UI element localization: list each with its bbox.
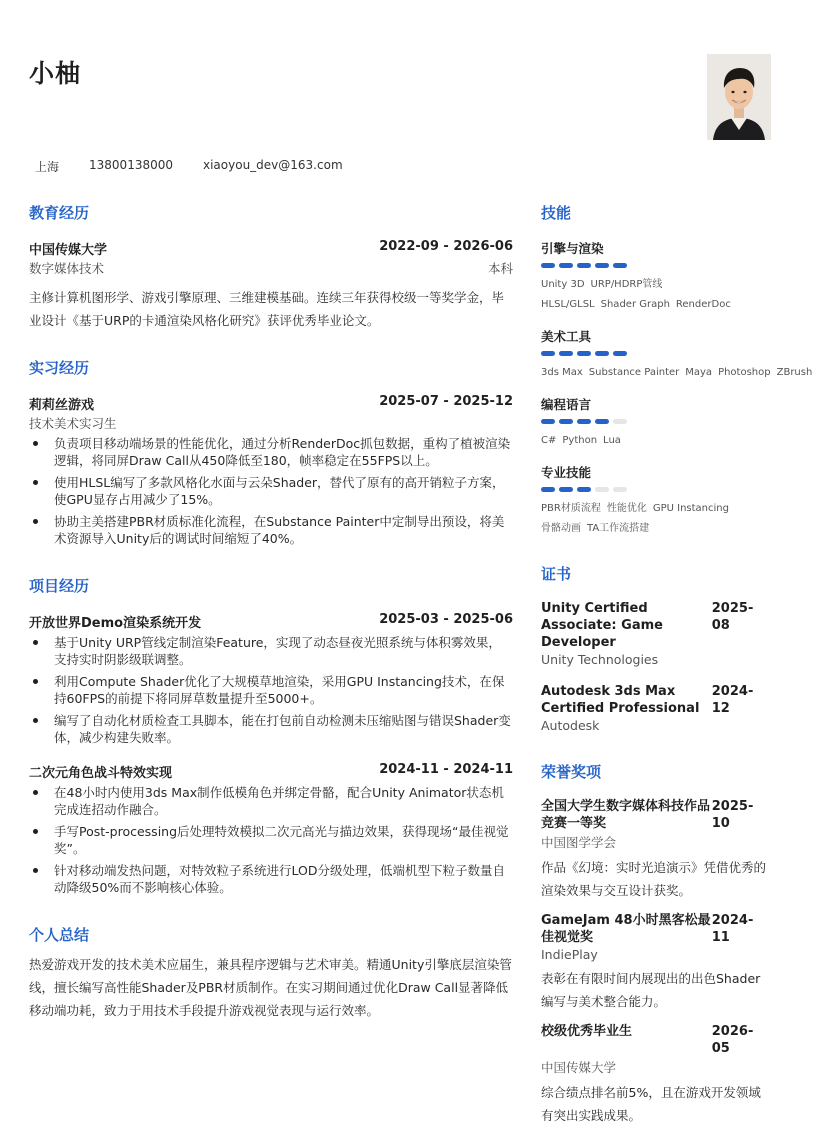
award-head [541, 1023, 771, 1057]
skill-tag: HLSL/GLSL [541, 299, 595, 310]
skill-tags [541, 499, 771, 539]
skill-level-segment-filled [577, 419, 591, 424]
skill-tag: Unity 3D [541, 279, 585, 290]
certificate-entry [541, 683, 771, 733]
certificates-section [541, 563, 771, 733]
section-title-education: 教育经历 [29, 204, 90, 222]
section-title-skills: 技能 [541, 204, 572, 222]
project-entry-head [29, 762, 513, 781]
list-item: 负责项目移动端场景的性能优化，通过分析RenderDoc抓包数据，重构了植被渲染逻辑，将同屏Draw Call从450降低至180，帧率稳定在55FPS以上。 [29, 435, 513, 469]
education-description: 主修计算机图形学、游戏引擎原理、三维建模基础。连续三年获得校级一等奖学金，毕业设计《基于URP的卡通渲染风格化研究》获评优秀毕业论文。 [29, 290, 505, 328]
award-entry [541, 798, 771, 902]
skill-tag: 性能优化 [606, 503, 647, 514]
internship-entry-sub [29, 414, 513, 432]
section-title-summary: 个人总结 [29, 926, 90, 944]
skill-tag: Photoshop [718, 367, 771, 378]
skill-tag: Python [562, 435, 598, 446]
location-text: 上海 [35, 160, 60, 174]
role-text: 技术美术实习生 [29, 416, 117, 431]
list-item: 针对移动端发热问题，对特效粒子系统进行LOD分级处理，低端机型下粒子数量自动降级50%而不影响核心体验。 [29, 862, 513, 896]
skill-tag: PBR材质流程 [541, 503, 601, 514]
skill-category-name: 编程语言 [541, 397, 592, 412]
certificate-issuer: Unity Technologies [541, 652, 659, 667]
skill-tag: URP/HDRP管线 [590, 279, 663, 290]
skill-level-segment-filled [613, 263, 627, 268]
certificate-issuer: Autodesk [541, 718, 600, 733]
candidate-name: 小柚 [29, 59, 82, 88]
list-item: 基于Unity URP管线定制渲染Feature，实现了动态昼夜光照系统与体积雾效果，支持实时阴影级联调整。 [29, 634, 513, 668]
company-name: 莉莉丝游戏 [29, 398, 95, 413]
skill-level-segment-filled [541, 351, 555, 356]
skill-tag: Maya [685, 367, 713, 378]
skill-level-segment-filled [559, 351, 573, 356]
skill-level-segment-filled [595, 419, 609, 424]
certificate-date: 2025-08 [711, 601, 754, 633]
project-name: 二次元角色战斗特效实现 [29, 766, 173, 781]
skill-tag: RenderDoc [675, 299, 731, 310]
skill-category [541, 239, 771, 315]
section-title-projects: 项目经历 [29, 577, 90, 595]
certificate-date: 2024-12 [711, 684, 754, 716]
section-title-awards: 荣誉奖项 [541, 763, 602, 781]
award-head [541, 912, 771, 946]
skill-category-name: 美术工具 [541, 329, 592, 344]
skill-tag: C# [541, 435, 557, 446]
skill-tag: GPU Instancing [652, 503, 729, 514]
project-name: 开放世界Demo渲染系统开发 [29, 616, 202, 631]
skill-tag: Substance Painter [588, 367, 680, 378]
award-entry [541, 1023, 771, 1127]
list-item: 利用Compute Shader优化了大规模草地渲染，采用GPU Instancing技术，在保持60FPS的前提下将同屏草数量提升至5000+。 [29, 673, 513, 707]
list-item: 编写了自动化材质检查工具脚本，能在打包前自动检测未压缩贴图与错误Shader变体，减少构建失败率。 [29, 712, 513, 746]
skill-tag: Shader Graph [600, 299, 670, 310]
award-issuer: 中国图学学会 [541, 835, 617, 850]
certificate-head [541, 683, 771, 717]
certificate-name: Unity Certified Associate: Game Developer [541, 601, 663, 650]
contact-info [35, 158, 373, 175]
project-date: 2025-03 - 2025-06 [379, 612, 513, 627]
list-item: 手写Post-processing后处理特效模拟二次元高光与描边效果，获得现场“最佳视觉奖”。 [29, 823, 513, 857]
skill-level-segment-filled [559, 487, 573, 492]
skill-category [541, 395, 771, 451]
skills-section [541, 202, 813, 539]
skill-tags [541, 431, 771, 451]
skill-level-segment-filled [577, 487, 591, 492]
skill-category [541, 463, 771, 539]
skill-category-name: 引擎与渲染 [541, 241, 604, 256]
list-item: 在48小时内使用3ds Max制作低模角色并绑定骨骼，配合Unity Animator状态机完成连招动作融合。 [29, 784, 513, 818]
major-text: 数字媒体技术 [29, 261, 105, 276]
education-entry-sub [29, 259, 513, 277]
internship-section [29, 357, 513, 547]
skill-level-segment-filled [613, 351, 627, 356]
education-date: 2022-09 - 2026-06 [379, 239, 513, 254]
skill-tag: 3ds Max [541, 367, 583, 378]
projects-section [29, 575, 513, 896]
skill-level-segment-filled [577, 263, 591, 268]
skill-tags [541, 363, 813, 383]
award-head [541, 798, 771, 832]
skill-level-segment-filled [541, 263, 555, 268]
award-entry [541, 912, 771, 1013]
skill-level-segment-filled [595, 263, 609, 268]
internship-entry-head [29, 394, 513, 413]
skill-level-indicator [541, 351, 771, 356]
award-date: 2025-10 [711, 799, 754, 831]
summary-text: 热爱游戏开发的技术美术应届生，兼具程序逻辑与艺术审美。精通Unity引擎底层渲染管线，擅长编写高性能Shader及PBR材质制作。在实习期间通过优化Draw Call显著降低移动端功耗，致力于用技术手段提升游戏视觉表现与运行效率。 [29, 957, 512, 1018]
side-column [541, 202, 813, 1127]
skill-level-segment-empty [613, 487, 627, 492]
skill-tag: ZBrush [776, 367, 813, 378]
degree-text: 本科 [487, 261, 513, 276]
profile-photo [707, 54, 771, 140]
skill-category [541, 327, 813, 383]
award-issuer: IndiePlay [541, 947, 598, 962]
project-entry-head [29, 612, 513, 631]
project-bullets [29, 634, 513, 746]
internship-date: 2025-07 - 2025-12 [379, 394, 513, 409]
certificate-name: Autodesk 3ds Max Certified Professional [541, 684, 700, 716]
skill-tag: Lua [603, 435, 621, 446]
main-column [29, 202, 513, 1022]
skill-level-indicator [541, 419, 771, 424]
section-title-certificates: 证书 [541, 565, 572, 583]
skill-level-segment-filled [559, 263, 573, 268]
award-name: 全国大学生数字媒体科技作品竞赛一等奖 [541, 799, 711, 831]
skill-level-indicator [541, 487, 771, 492]
award-issuer: 中国传媒大学 [541, 1060, 617, 1075]
project-date: 2024-11 - 2024-11 [379, 762, 513, 777]
skill-level-segment-filled [595, 351, 609, 356]
award-date: 2026-05 [711, 1024, 754, 1056]
award-description: 综合绩点排名前5%，且在游戏开发领域有突出实践成果。 [541, 1085, 761, 1123]
award-date: 2024-11 [711, 913, 754, 945]
phone-text: 13800138000 [89, 158, 173, 172]
skill-category-name: 专业技能 [541, 465, 592, 480]
summary-section [29, 924, 513, 1022]
award-name: 校级优秀毕业生 [541, 1024, 633, 1039]
awards-section [541, 761, 771, 1127]
award-description: 作品《幻境：实时光追演示》凭借优秀的渲染效果与交互设计获奖。 [541, 860, 767, 898]
skill-level-segment-filled [559, 419, 573, 424]
education-section [29, 202, 513, 332]
skill-level-segment-filled [541, 487, 555, 492]
education-entry-head [29, 239, 513, 258]
skill-level-segment-empty [613, 419, 627, 424]
internship-bullets [29, 435, 513, 547]
award-description: 表彰在有限时间内展现出的出色Shader编写与美术整合能力。 [541, 971, 761, 1009]
skill-level-segment-filled [541, 419, 555, 424]
project-bullets [29, 784, 513, 896]
skill-tag: TA工作流搭建 [587, 523, 650, 534]
skill-level-indicator [541, 263, 771, 268]
section-title-internship: 实习经历 [29, 359, 90, 377]
certificate-head [541, 600, 771, 651]
list-item: 协助主美搭建PBR材质标准化流程，在Substance Painter中定制导出预设，将美术资源导入Unity后的调试时间缩短了40%。 [29, 513, 513, 547]
certificate-entry [541, 600, 771, 667]
skill-tag: 骨骼动画 [541, 523, 581, 534]
school-name: 中国传媒大学 [29, 243, 108, 258]
list-item: 使用HLSL编写了多款风格化水面与云朵Shader，替代了原有的高开销粒子方案，使GPU显存占用减少了15%。 [29, 474, 513, 508]
skill-level-segment-filled [577, 351, 591, 356]
email-text: xiaoyou_dev@163.com [203, 158, 343, 172]
skill-level-segment-empty [595, 487, 609, 492]
award-name: GameJam 48小时黑客松最佳视觉奖 [541, 913, 711, 945]
skill-tags [541, 275, 771, 315]
